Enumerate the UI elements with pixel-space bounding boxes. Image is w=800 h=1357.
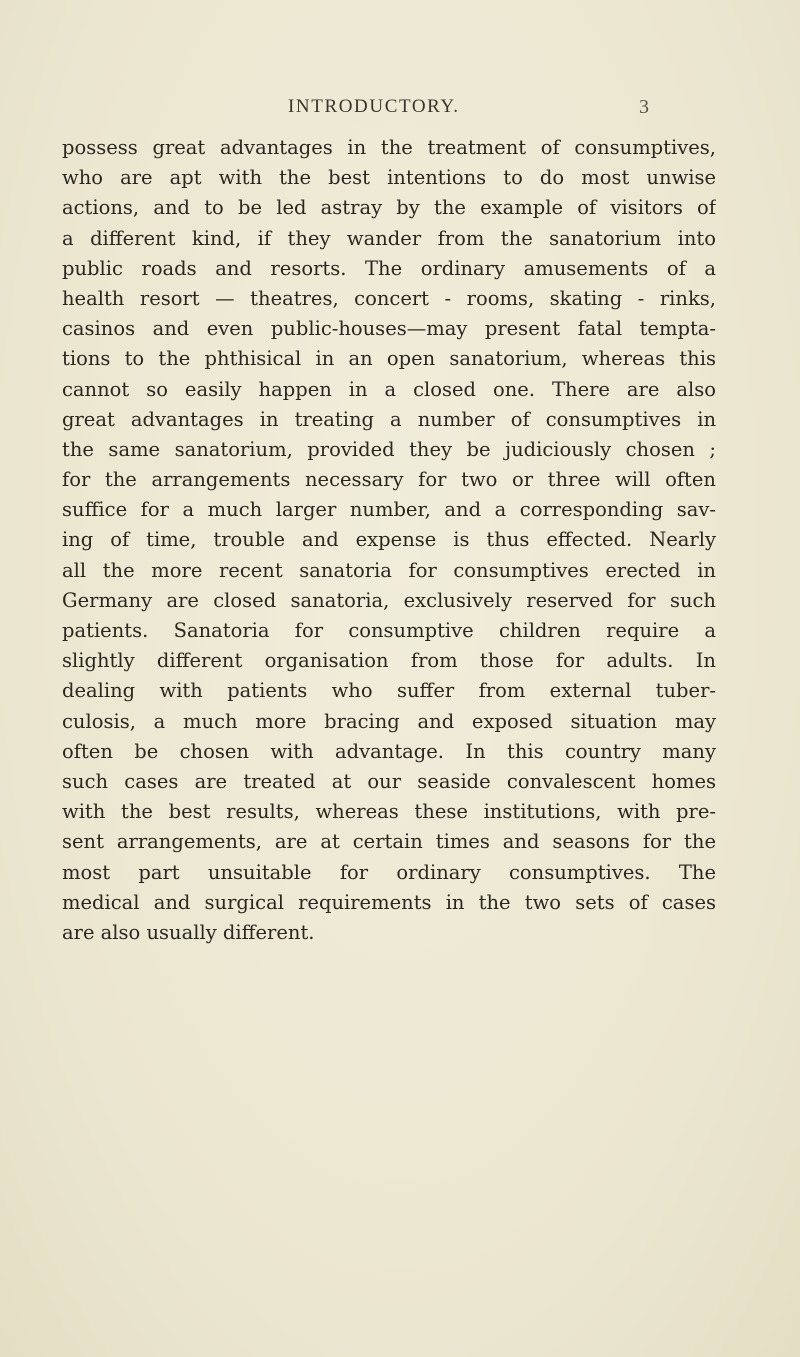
text-line: medical and surgical requirements in the two sets of cases (62, 890, 716, 914)
text-line: tions to the phthisical in an open sanatorium, whereas this (62, 347, 716, 371)
text-line: casinos and even public-houses—may present fatal tempta- (62, 317, 716, 341)
text-line: a different kind, if they wander from the sanatorium into (62, 226, 716, 250)
text-line: dealing with patients who suffer from external tuber- (62, 679, 716, 703)
text-line: cannot so easily happen in a closed one. There are also (62, 377, 716, 401)
text-line: such cases are treated at our seaside convalescent homes (62, 769, 716, 793)
text-line: with the best results, whereas these institutions, with pre- (62, 800, 716, 824)
running-head-title: INTRODUCTORY. (288, 96, 460, 117)
text-line: for the arrangements necessary for two or three will often (62, 468, 716, 492)
text-line: great advantages in treating a number of consumptives in (62, 407, 716, 431)
text-line: sent arrangements, are at certain times and seasons for the (62, 830, 716, 854)
text-line: the same sanatorium, provided they be judiciously chosen ; (62, 437, 716, 461)
text-line: actions, and to be led astray by the example of visitors of (62, 196, 716, 220)
text-line: who are apt with the best intentions to do most unwise (62, 166, 716, 190)
text-line: patients. Sanatoria for consumptive children require a (62, 619, 716, 642)
text-line: often be chosen with advantage. In this country many (62, 739, 716, 763)
text-line: suffice for a much larger number, and a corresponding sav- (62, 498, 716, 522)
text-line: health resort — theatres, concert - rooms, skating - rinks, (62, 286, 716, 310)
text-line: culosis, a much more bracing and exposed situation may (62, 709, 716, 733)
body-paragraph (62, 133, 716, 948)
running-head (0, 96, 800, 124)
text-line: public roads and resorts. The ordinary amusements of a (62, 256, 716, 280)
text-line: all the more recent sanatoria for consumptives erected in (62, 558, 716, 582)
text-line: Germany are closed sanatoria, exclusively reserved for such (62, 588, 716, 612)
page-number: 3 (639, 96, 649, 118)
text-line: most part unsuitable for ordinary consumptives. The (62, 860, 716, 884)
text-line: are also usually different. (62, 920, 315, 944)
text-line: possess great advantages in the treatment of consumptives, (62, 136, 716, 159)
text-line: ing of time, trouble and expense is thus effected. Nearly (62, 528, 716, 552)
text-line: slightly different organisation from those for adults. In (62, 649, 716, 673)
